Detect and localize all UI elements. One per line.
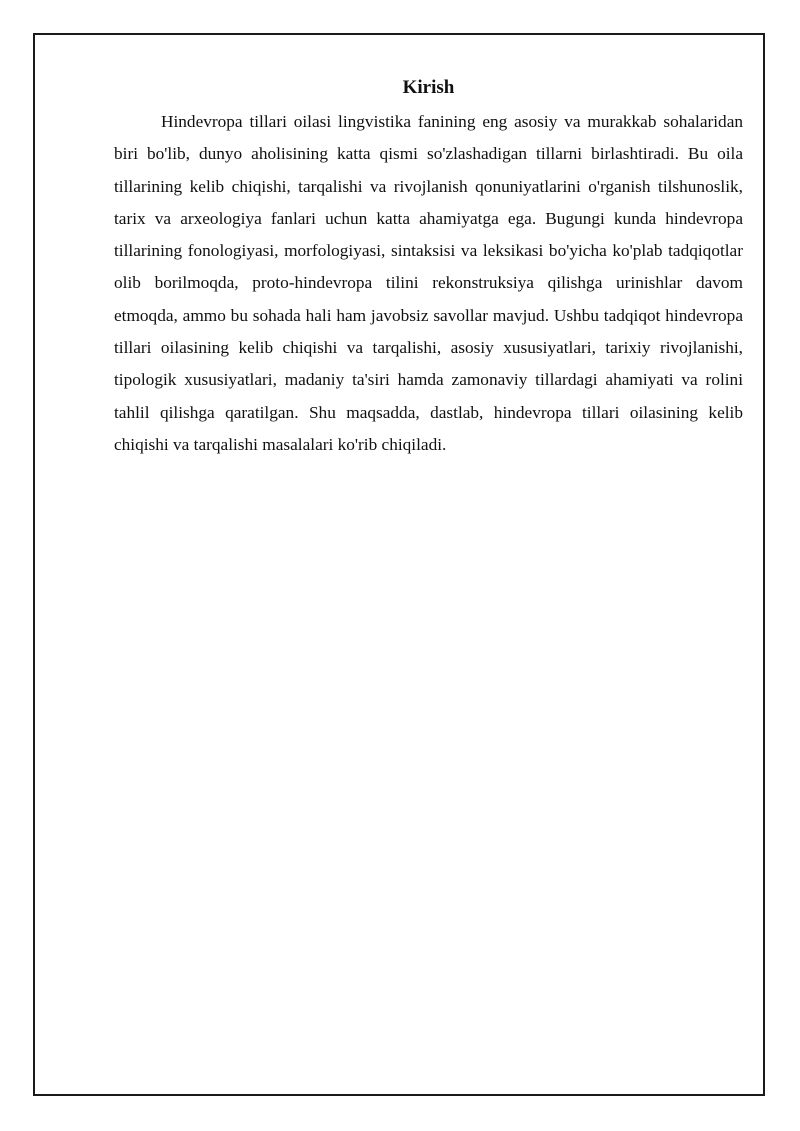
document-body bbox=[114, 74, 743, 461]
intro-paragraph: Hindevropa tillari oilasi lingvistika fanining eng asosiy va murakkab sohalaridan biri bo'lib, dunyo aholisining katta qismi so'zlashadigan tillarni birlashtiradi. Bu oila tillarining kelib chiqishi, tarqalishi va rivojlanish qonuniyatlarini o'rganish tilshunoslik, tarix va arxeologiya fanlari uchun katta ahamiyatga ega. Bugungi kunda hindevropa tillarining fonologiyasi, morfologiyasi, sintaksisi va leksikasi bo'yicha ko'plab tadqiqotlar olib borilmoqda, proto-hindevropa tilini rekonstruksiya qilishga urinishlar davom etmoqda, ammo bu sohada hali ham javobsiz savollar mavjud. Ushbu tadqiqot hindevropa tillari oilasining kelib chiqishi va tarqalishi, asosiy xususiyatlari, tarixiy rivojlanishi, tipologik xususiyatlari, madaniy ta'siri hamda zamonaviy tillardagi ahamiyati va rolini tahlil qilishga qaratilgan. Shu maqsadda, dastlab, hindevropa tillari oilasining kelib chiqishi va tarqalishi masalalari ko'rib chiqiladi. bbox=[114, 112, 743, 454]
section-title: Kirish bbox=[402, 77, 455, 98]
